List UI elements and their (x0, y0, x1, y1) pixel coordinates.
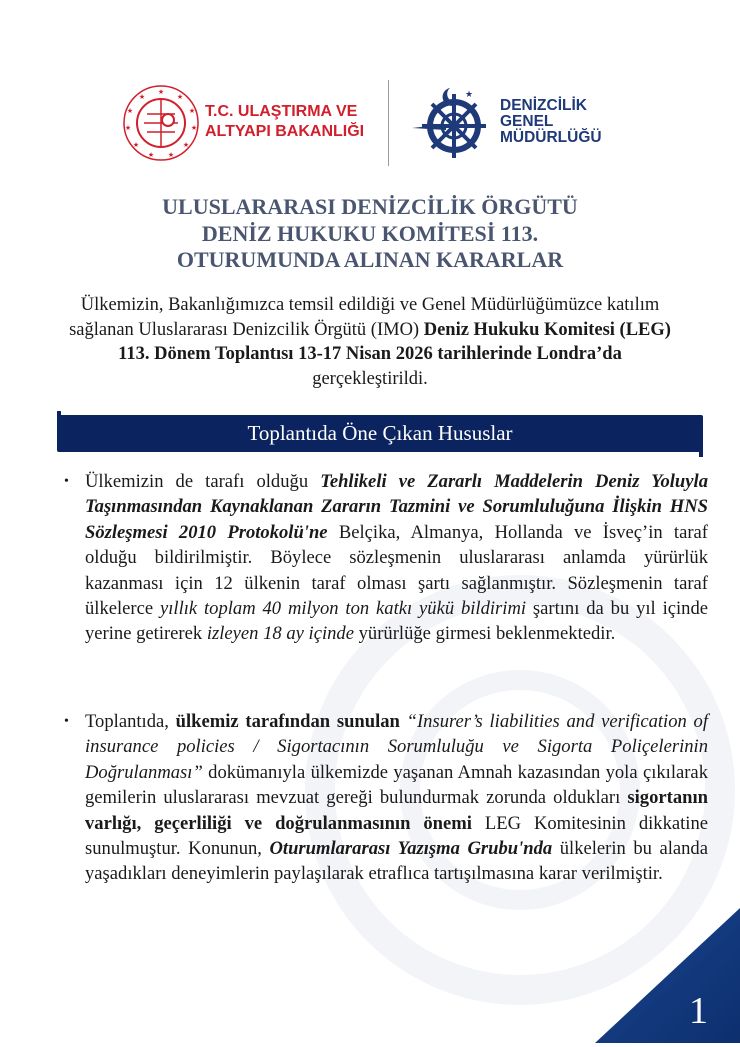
italic-text-run: “Insurer’s liabilities and verification of insurance policies / Sigortacının Sorumluluğu ve Sigorta Poliçelerinin Doğrulanması” (85, 711, 709, 783)
italic-text-run: izleyen 18 ay içinde (206, 623, 354, 645)
ministry-logo-line: T.C. ULAŞTIRMA VE (205, 103, 358, 120)
italic-text-run: yıllık toplam 40 milyon ton katkı yükü bildirimi (159, 598, 527, 620)
svg-text:★: ★ (465, 90, 474, 100)
svg-text:★: ★ (182, 141, 190, 149)
text-run: Ülkemizin de tarafı olduğu (85, 471, 321, 492)
dgm-logo-line: GENEL (500, 113, 554, 130)
page-number: 1 (689, 990, 708, 1032)
bold-text-run: Deniz Hukuku Komitesi (LEG) 113. Dönem Toplantısı 13-17 Nisan 2026 tarihlerinde Londra’da (118, 319, 671, 364)
text-run: yürürlüğe girmesi beklenmektedir. (353, 623, 616, 645)
bullet-item (64, 469, 709, 647)
logo-divider (388, 80, 389, 166)
dgm-emblem-logo (410, 84, 494, 168)
bold-italic-text-run: Oturumlararası Yazışma Grubu'nda (269, 838, 553, 860)
svg-text:★: ★ (147, 151, 155, 159)
intro-paragraph (60, 293, 680, 391)
dgm-logo-line: DENİZCİLİK (500, 97, 587, 114)
bullet-icon: • (64, 474, 69, 489)
text-run: ülkelerin bu alanda yaşadıkları deneyimlerin paylaşılarak etraflıca tartışılmasına karar verilmiştir. (85, 838, 708, 885)
svg-text:★: ★ (132, 141, 140, 149)
svg-text:★: ★ (190, 124, 198, 132)
text-run: dokümanıyla ülkemizde yaşanan Amnah kazasından yola çıkılarak gemilerin uluslararası mevzuat gereği bulundurmak zorunda oldukları (85, 761, 708, 809)
svg-text:★: ★ (188, 107, 196, 115)
text-run: Toplantıda, (85, 711, 176, 732)
page-title (0, 194, 740, 274)
ministry-logo-text (205, 102, 364, 142)
ministry-logo-line: ALTYAPI BAKANLIĞI (205, 123, 365, 140)
bullet-item (64, 709, 709, 887)
text-run: LEG Komitesinin dikkatine sunulmuştur. Konunun, (85, 812, 709, 860)
page-corner-triangle (595, 908, 740, 1047)
title-line: ULUSLARARASI DENİZCİLİK ÖRGÜTÜ (162, 194, 578, 219)
svg-text:★: ★ (124, 124, 132, 132)
text-run: Belçika, Almanya, Hollanda ve İsveç’in taraf olduğu bildirilmiştir. Böylece sözleşmenin uluslararası anlamda yürürlük kazanması için 12 ülkenin taraf olması şartı sağlanmıştır. Sözleşmenin taraf ülkelerce (85, 521, 708, 620)
dgm-logo-line: MÜDÜRLÜĞÜ (500, 129, 602, 146)
text-run: gerçekleştirildi. (312, 368, 428, 389)
dgm-logo-text (500, 98, 602, 146)
text-run: Ülkemizin, Bakanlığımızca temsil edildiği ve Genel Müdürlüğümüzce katılım sağlanan Uluslararası Denizcilik Örgütü (IMO) (69, 295, 660, 340)
section-banner (57, 415, 703, 452)
section-banner-title: Toplantıda Öne Çıkan Hususlar (247, 421, 513, 445)
svg-text:★: ★ (167, 151, 175, 159)
bold-italic-text-run: Tehlikeli ve Zararlı Maddelerin Deniz Yoluyla Taşınmasından Kaynaklanan Zararın Tazmini ve Sorumluluğuna İlişkin HNS Sözleşmesi 2010 Protokolü'ne (85, 471, 708, 543)
ministry-emblem-logo (122, 84, 200, 166)
bold-text-run: sigortanın varlığı, geçerliliği ve doğrulanmasının önemi (85, 787, 708, 834)
title-line: DENİZ HUKUKU KOMİTESİ 113. (201, 220, 539, 246)
bold-text-run: ülkemiz tarafından sunulan (175, 711, 400, 732)
svg-text:★: ★ (176, 93, 184, 101)
svg-text:★: ★ (126, 107, 134, 115)
title-line: OTURUMUNDA ALINAN KARARLAR (176, 247, 564, 272)
text-run: şartını da bu yıl içinde yerine getirerek (85, 598, 709, 645)
svg-text:★: ★ (138, 93, 146, 101)
bullet-icon: • (64, 714, 69, 729)
svg-text:★: ★ (157, 88, 165, 96)
